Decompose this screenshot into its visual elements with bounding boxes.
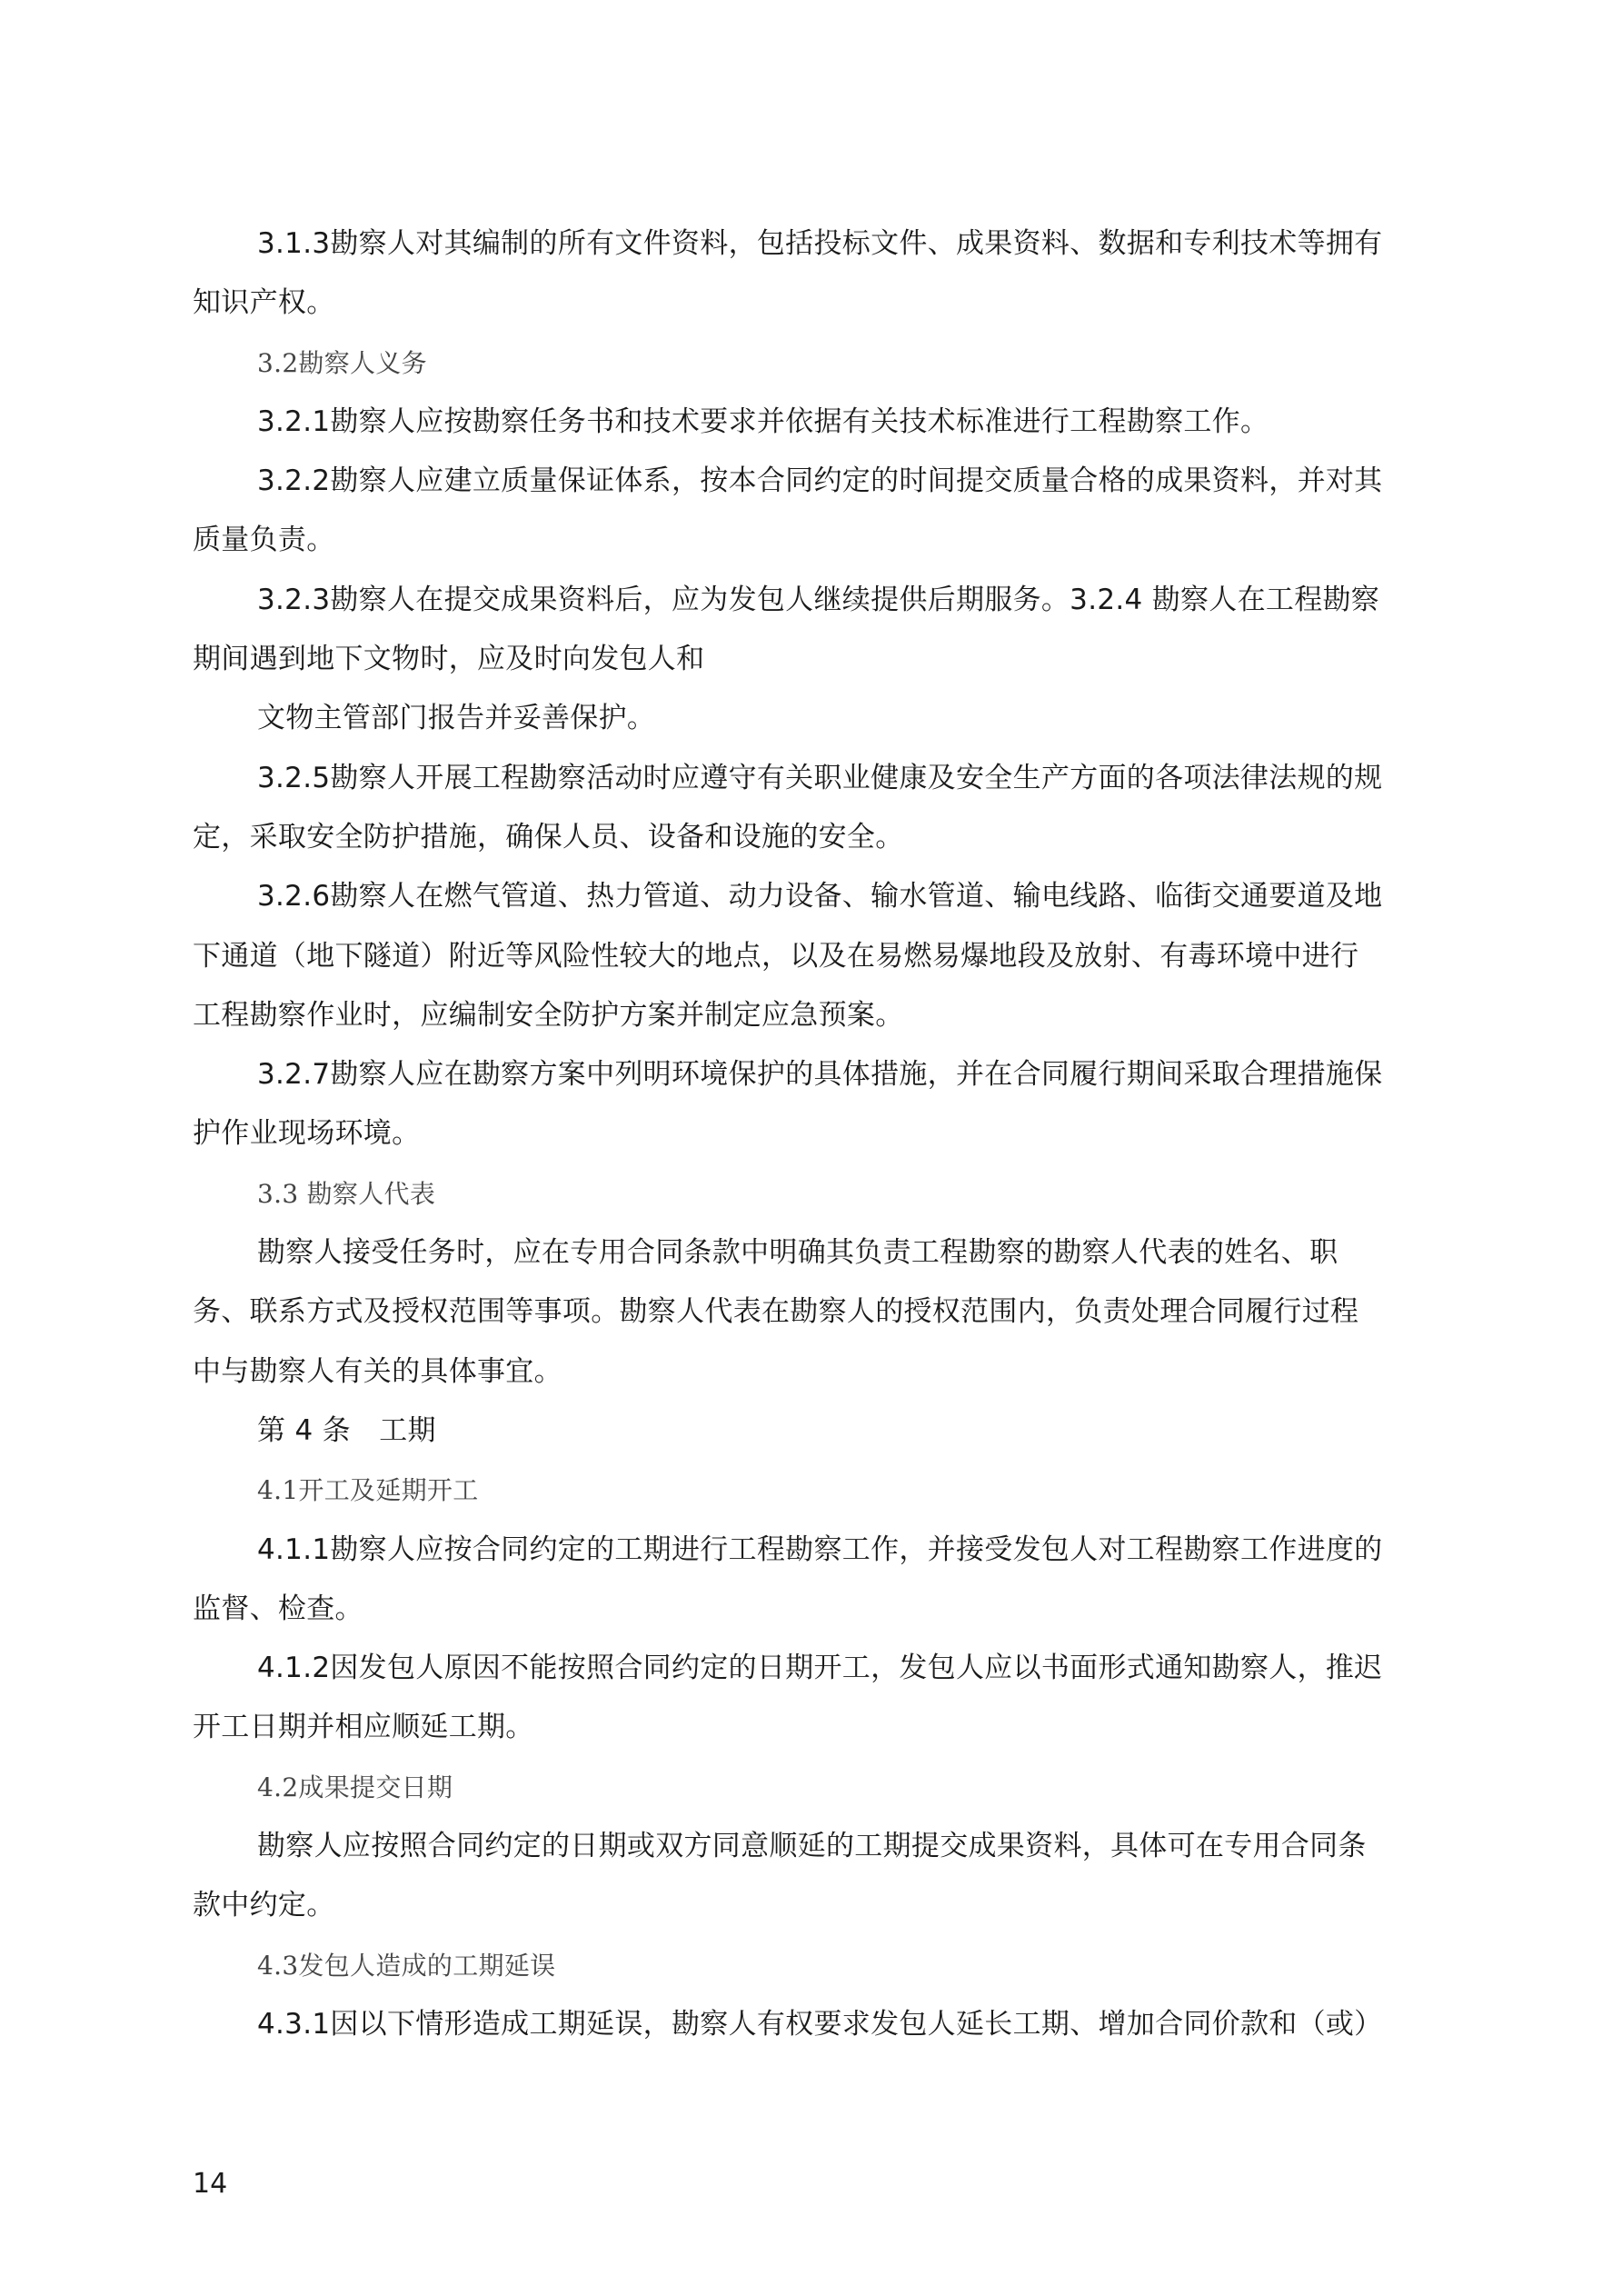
- text-line: 定，采取安全防护措施，确保人员、设备和设施的安全。: [193, 820, 904, 854]
- text-line: 4.1.1勘察人应按合同约定的工期进行工程勘察工作，并接受发包人对工程勘察工作进度的: [257, 1532, 1383, 1566]
- text-line: 3.2.5勘察人开展工程勘察活动时应遵守有关职业健康及安全生产方面的各项法律法规的规: [257, 761, 1383, 794]
- text-line: 护作业现场环境。: [193, 1117, 421, 1151]
- text-line: 质量负责。: [193, 524, 335, 557]
- text-line: 期间遇到地下文物时，应及时向发包人和: [193, 643, 705, 676]
- page-number: 14: [193, 2168, 228, 2200]
- text-line: 3.2.1勘察人应按勘察任务书和技术要求并依据有关技术标准进行工程勘察工作。: [257, 404, 1269, 438]
- text-line: 监督、检查。: [193, 1592, 363, 1625]
- text-line: 3.2.3勘察人在提交成果资料后，应为发包人继续提供后期服务。3.2.4 勘察人在工程勘察: [257, 583, 1380, 616]
- text-line: 4.1.2因发包人原因不能按照合同约定的日期开工，发包人应以书面形式通知勘察人，推迟: [257, 1652, 1383, 1685]
- text-line: 3.2.6勘察人在燃气管道、热力管道、动力设备、输水管道、输电线路、临街交通要道及地: [257, 880, 1383, 913]
- section-heading: 4.3发包人造成的工期延误: [257, 1950, 556, 1981]
- section-heading: 4.1开工及延期开工: [257, 1475, 479, 1506]
- text-line: 中与勘察人有关的具体事宜。: [193, 1354, 562, 1388]
- text-line: 4.3.1因以下情形造成工期延误，勘察人有权要求发包人延长工期、增加合同价款和（或）: [257, 2007, 1383, 2041]
- section-heading: 3.2勘察人义务: [257, 347, 427, 378]
- text-line: 3.2.7勘察人应在勘察方案中列明环境保护的具体措施，并在合同履行期间采取合理措施保: [257, 1058, 1383, 1092]
- body-text: [193, 215, 1447, 2054]
- section-heading: 4.2成果提交日期: [257, 1772, 453, 1802]
- text-line: 勘察人应按照合同约定的日期或双方同意顺延的工期提交成果资料，具体可在专用合同条: [257, 1830, 1367, 1863]
- text-line: 开工日期并相应顺延工期。: [193, 1711, 534, 1744]
- text-line: 3.1.3勘察人对其编制的所有文件资料，包括投标文件、成果资料、数据和专利技术等拥有: [257, 227, 1383, 260]
- text-line: 3.2.2勘察人应建立质量保证体系，按本合同约定的时间提交质量合格的成果资料，并对其: [257, 464, 1383, 498]
- text-line: 知识产权。: [193, 286, 335, 320]
- text-line: 第 4 条 工期: [257, 1413, 436, 1447]
- text-line: 下通道（地下隧道）附近等风险性较大的地点，以及在易燃易爆地段及放射、有毒环境中进行: [193, 939, 1359, 973]
- text-line: 工程勘察作业时，应编制安全防护方案并制定应急预案。: [193, 998, 904, 1032]
- text-line: 文物主管部门报告并妥善保护。: [257, 702, 656, 735]
- text-line: 务、联系方式及授权范围等事项。勘察人代表在勘察人的授权范围内，负责处理合同履行过程: [193, 1295, 1359, 1329]
- text-line: 款中约定。: [193, 1889, 335, 1922]
- text-line: 勘察人接受任务时，应在专用合同条款中明确其负责工程勘察的勘察人代表的姓名、职: [257, 1236, 1338, 1270]
- section-heading: 3.3 勘察人代表: [257, 1178, 436, 1209]
